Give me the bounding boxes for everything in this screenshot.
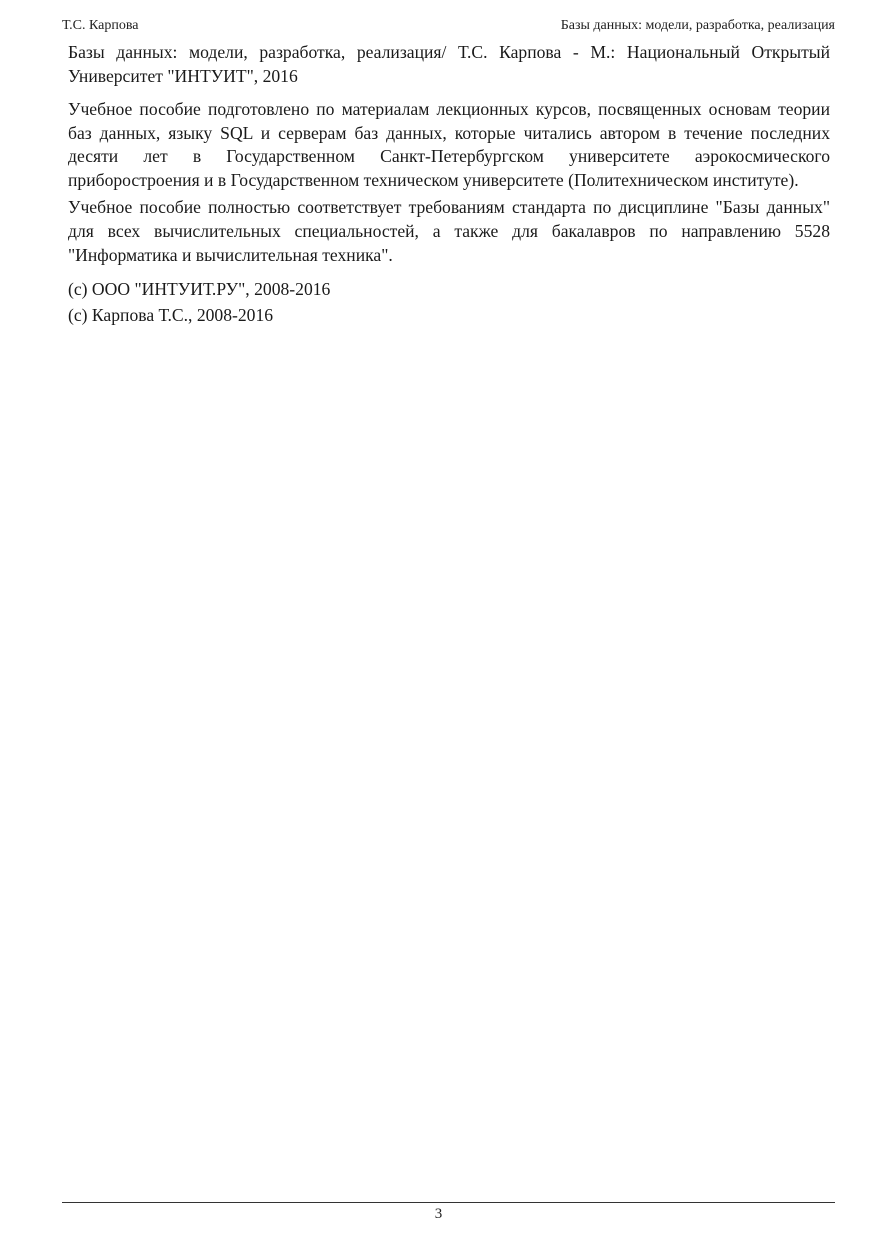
header-book-title: Базы данных: модели, разработка, реализация bbox=[560, 18, 835, 33]
footer-divider bbox=[62, 1202, 835, 1203]
copyright-author: (c) Карпова Т.С., 2008-2016 bbox=[68, 305, 274, 326]
description-paragraph: Учебное пособие подготовлено по материалам лекционных курсов, посвященных основам теории баз данных, языку SQL и серверам баз данных, которые читались автором в течение последних десяти лет в Государственном Санкт-Петербургском университете аэрокосмического приборостроения и в Государственном техническом университете (Политехническом институте). bbox=[68, 99, 830, 190]
page-content bbox=[68, 40, 830, 328]
standard-compliance-paragraph: Учебное пособие полностью соответствует требованиям стандарта по дисциплине "Базы данных" для всех вычислительных специальностей, а также для бакалавров по направлению 5528 "Информатика и вычислительная техника". bbox=[68, 197, 830, 265]
copyright-publisher: (c) ООО "ИНТУИТ.РУ", 2008-2016 bbox=[68, 279, 331, 300]
page-number: 3 bbox=[434, 1206, 443, 1222]
copyright-block bbox=[68, 276, 830, 328]
running-header bbox=[62, 16, 835, 36]
header-author: Т.С. Карпова bbox=[62, 18, 139, 33]
bibliographic-reference: Базы данных: модели, разработка, реализация/ Т.С. Карпова - М.: Национальный Открытый Университет "ИНТУИТ", 2016 bbox=[68, 42, 830, 86]
